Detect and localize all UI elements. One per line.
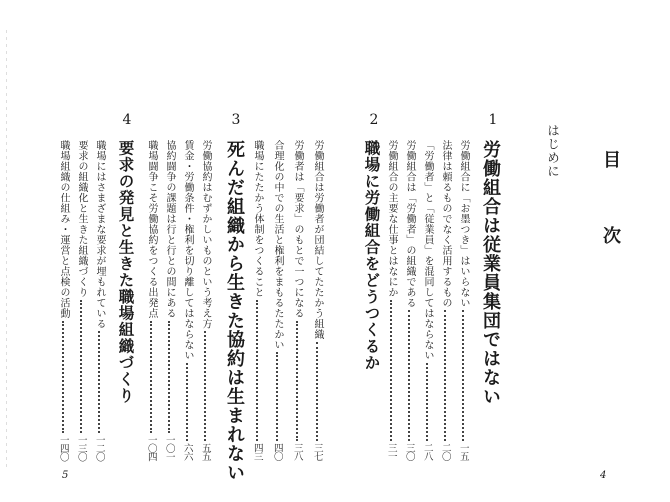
chapter-4-title: 要求の発見と生きた職場組織づくり	[116, 140, 136, 404]
toc-entry	[94, 140, 104, 460]
toc-entry	[200, 140, 210, 460]
toc-entry	[58, 140, 68, 460]
toc-entry-page: 五五	[199, 443, 211, 460]
chapter-1-title: 労働組合は従業員集団ではない	[480, 140, 501, 406]
chapter-2-number: 2	[366, 112, 382, 128]
chapter-3-title: 死んだ組織から生きた協約は生まれない	[224, 140, 245, 482]
leader-dots	[256, 300, 259, 442]
toc-entry-page: 四〇	[271, 443, 283, 460]
toc-entry-page: 一四〇	[57, 434, 69, 460]
toc-entry-text: 職場組織の仕組み・運営と点検の活動	[58, 140, 69, 319]
toc-entry-page: 四三	[251, 443, 263, 460]
toc-entry	[422, 140, 432, 460]
toc-entry-page: 三一	[385, 443, 397, 460]
leader-dots	[186, 363, 189, 442]
leader-dots	[98, 331, 101, 433]
leader-dots	[408, 310, 411, 441]
leader-dots	[168, 321, 171, 433]
chapter-2-title: 職場に労働組合をどうつくるか	[362, 140, 382, 371]
toc-entry	[440, 140, 450, 460]
toc-entry-page: 三八	[291, 443, 303, 460]
toc-entry-text: 合理化の中での生活と権利をまもるたたかい	[272, 140, 283, 350]
toc-entry	[146, 140, 156, 460]
toc-entry-text: 労働組合に「お墨つき」はいらない	[458, 140, 469, 308]
toc-entry-text: 労働組合は労働者が団結してたたかう組織	[312, 140, 323, 340]
toc-entry-text: 賃金・労働条件・権利を切り離してはならない	[182, 140, 193, 361]
toc-entry	[76, 140, 86, 460]
leader-dots	[426, 363, 429, 442]
toc-entry-page: 二〇	[439, 443, 451, 460]
toc-entry-text: 法律は頼るものでなく活用するもの	[440, 140, 451, 308]
toc-entry	[404, 140, 414, 460]
toc-entry	[386, 140, 396, 460]
toc-entry	[252, 140, 262, 460]
toc-entry	[458, 140, 468, 460]
toc-entry-page: 一二〇	[93, 434, 105, 460]
chapter-1-number: 1	[485, 112, 501, 128]
toc-entry	[292, 140, 302, 460]
chapter-3-number: 3	[228, 112, 244, 128]
toc-entry	[312, 140, 322, 460]
leader-dots	[316, 342, 319, 442]
leader-dots	[62, 321, 65, 433]
toc-entry-text: 協約闘争の課題は行と行との間にある	[164, 140, 175, 319]
leader-dots	[150, 321, 153, 433]
leader-dots	[462, 310, 465, 441]
leader-dots	[390, 300, 393, 442]
toc-entry-text: 労働協約はむずかしいものという考え方	[200, 140, 211, 329]
toc-entry-text: 労働者は「要求」のもとで一つになる	[292, 140, 303, 319]
toc-entry-text: 労働組合の主要な仕事とはなにか	[386, 140, 397, 298]
chapter-4-number: 4	[119, 112, 135, 128]
toc-entry-page: 一〇四	[145, 434, 157, 460]
toc-entry-page: 六六	[181, 443, 193, 460]
page-number-right: 4	[600, 470, 607, 481]
page-number-left: 5	[62, 470, 69, 481]
toc-entry-page: 一五	[457, 443, 469, 460]
toc-entry-page: 二八	[421, 443, 433, 460]
leader-dots	[204, 331, 207, 441]
toc-entry-text: 「労働者」と「従業員」を混同してはならない	[422, 140, 433, 361]
binding-gutter	[6, 30, 7, 470]
leader-dots	[276, 352, 279, 441]
toc-entry-text: 要求の組織化と生きた組織づくり	[76, 140, 87, 298]
toc-entry-page: 三〇	[403, 443, 415, 460]
toc-entry-text: 職場闘争こそ労働協約をつくる出発点	[146, 140, 157, 319]
toc-entry	[164, 140, 174, 460]
leader-dots	[444, 310, 447, 441]
toc-entry	[182, 140, 192, 460]
toc-entry-text: 労働組合は「労働者」の組織である	[404, 140, 415, 308]
toc-entry-page: 一〇一	[163, 434, 175, 460]
toc-entry	[272, 140, 282, 460]
toc-entry-text: 職場にたたかう体制をつくること	[252, 140, 263, 298]
intro-label: はじめに	[545, 124, 561, 178]
toc-entry-page: 三七	[311, 443, 323, 460]
toc-entry-text: 職場にはさまざまな要求が埋もれている	[94, 140, 105, 329]
leader-dots	[80, 300, 83, 433]
leader-dots	[296, 321, 299, 442]
toc-title: 目 次	[600, 150, 621, 264]
toc-entry-page: 一三〇	[75, 434, 87, 460]
